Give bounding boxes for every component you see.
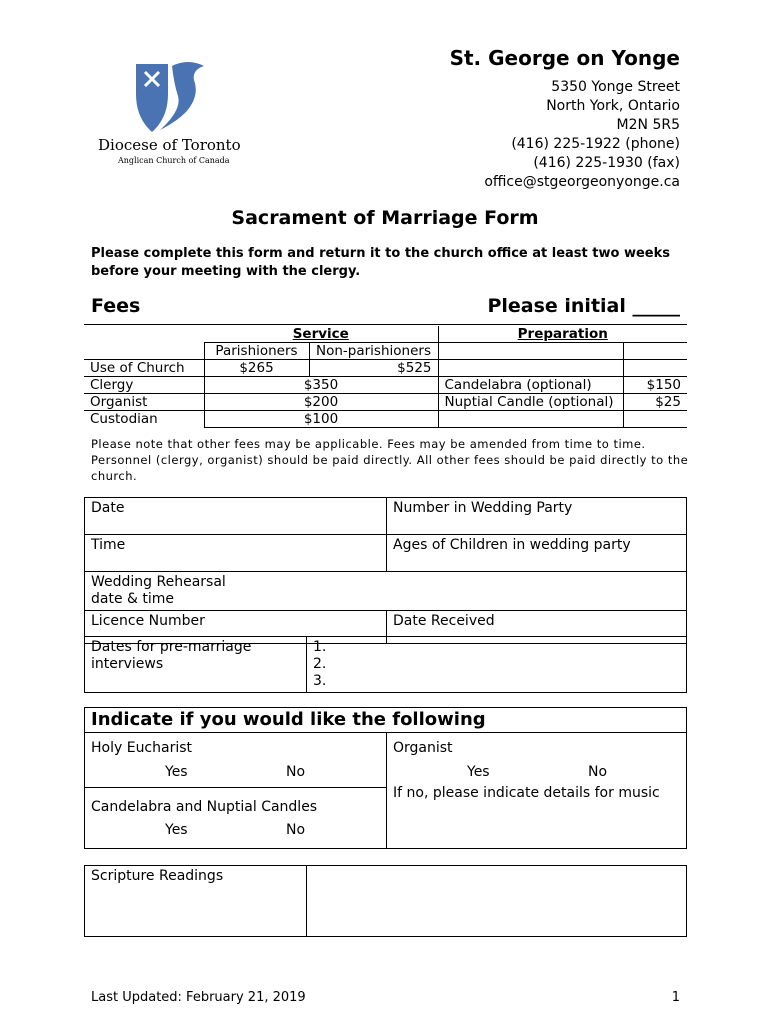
fee-amount: $100: [204, 411, 438, 428]
fee-row: [84, 377, 687, 394]
fee-row: [84, 394, 687, 411]
organist-label: Organist: [393, 740, 453, 756]
form-title: Sacrament of Marriage Form: [231, 207, 539, 229]
church-name: St. George on Yonge: [449, 46, 680, 70]
rehearsal-label: Wedding Rehearsal date & time: [91, 574, 226, 607]
candles-label: Candelabra and Nuptial Candles: [85, 787, 386, 815]
fee-parishioners: $265: [204, 360, 309, 377]
time-label: Time: [91, 537, 126, 553]
address-street: 5350 Yonge Street: [551, 79, 680, 95]
time-field[interactable]: [85, 535, 387, 572]
rehearsal-field[interactable]: [85, 572, 687, 611]
fees-heading: Fees: [91, 295, 141, 317]
organist-no[interactable]: No: [588, 764, 608, 780]
col-non-parishioners: Non-parishioners: [309, 343, 438, 360]
preparation-header: Preparation: [517, 326, 608, 342]
interview-slot-2[interactable]: 2.: [313, 656, 327, 672]
date-field[interactable]: [85, 498, 387, 535]
fee-label: Use of Church: [84, 360, 204, 377]
options-table: [84, 707, 687, 849]
scripture-table: [84, 865, 687, 937]
last-updated: Last Updated: February 21, 2019: [91, 990, 306, 1005]
address-fax: (416) 225-1930 (fax): [533, 155, 680, 171]
fee-row: [84, 411, 687, 428]
fees-divider: [84, 324, 687, 325]
address-postal: M2N 5R5: [616, 117, 680, 133]
scripture-label-cell: [85, 866, 307, 937]
fee-non-parishioners: $525: [309, 360, 438, 377]
party-size-field[interactable]: [387, 498, 687, 535]
children-ages-field[interactable]: [387, 535, 687, 572]
church-address: [484, 78, 680, 192]
date-label: Date: [91, 500, 125, 516]
interviews-table: [84, 636, 687, 693]
date-received-label: Date Received: [393, 613, 495, 629]
fee-label: Custodian: [84, 411, 204, 428]
address-email: office@stgeorgeonyonge.ca: [484, 174, 680, 190]
initial-field[interactable]: Please initial _____: [487, 295, 680, 317]
prep-label: Candelabra (optional): [438, 377, 623, 394]
address-city: North York, Ontario: [546, 98, 680, 114]
eucharist-no[interactable]: No: [286, 764, 306, 780]
interview-slot-1[interactable]: 1.: [313, 639, 327, 655]
licence-label: Licence Number: [91, 613, 205, 629]
interview-slot-3[interactable]: 3.: [313, 673, 327, 689]
page-number: 1: [671, 990, 680, 1005]
fee-amount: $200: [204, 394, 438, 411]
interviews-label: Dates for pre-marriage interviews: [91, 639, 252, 672]
scripture-label: Scripture Readings: [91, 868, 224, 884]
candles-no[interactable]: No: [286, 822, 306, 838]
prep-label: Nuptial Candle (optional): [438, 394, 623, 411]
col-parishioners: Parishioners: [204, 343, 309, 360]
scripture-field[interactable]: [307, 866, 687, 937]
children-ages-label: Ages of Children in wedding party: [393, 537, 631, 553]
candles-yes[interactable]: Yes: [165, 822, 188, 838]
diocese-logo: [96, 56, 256, 171]
instructions: Please complete this form and return it to the church office at least two weeks before your meeting with the clergy.: [91, 246, 670, 279]
service-header: Service: [292, 326, 349, 342]
logo-line2: Anglican Church of Canada: [118, 156, 230, 165]
music-details-field[interactable]: If no, please indicate details for music: [393, 785, 660, 801]
details-table: [84, 497, 687, 644]
organist-yes[interactable]: Yes: [467, 764, 490, 780]
fees-table: [84, 326, 687, 428]
eucharist-label: Holy Eucharist: [91, 740, 193, 756]
logo-line1: Diocese of Toronto: [98, 136, 241, 154]
interview-dates-field[interactable]: [307, 637, 687, 693]
fees-note: Please note that other fees may be applicable. Fees may be amended from time to time. Personnel (clergy, organist) should be paid directly. All other fees should be paid directly to the church.: [91, 437, 689, 483]
options-title: Indicate if you would like the following: [91, 709, 486, 730]
address-phone: (416) 225-1922 (phone): [511, 136, 680, 152]
fee-amount: $350: [204, 377, 438, 394]
prep-value: $25: [623, 394, 687, 411]
fee-row: [84, 360, 687, 377]
eucharist-yes[interactable]: Yes: [165, 764, 188, 780]
prep-value: $150: [623, 377, 687, 394]
interviews-label-cell: [85, 637, 307, 693]
party-size-label: Number in Wedding Party: [393, 500, 573, 516]
fee-label: Clergy: [84, 377, 204, 394]
fee-label: Organist: [84, 394, 204, 411]
